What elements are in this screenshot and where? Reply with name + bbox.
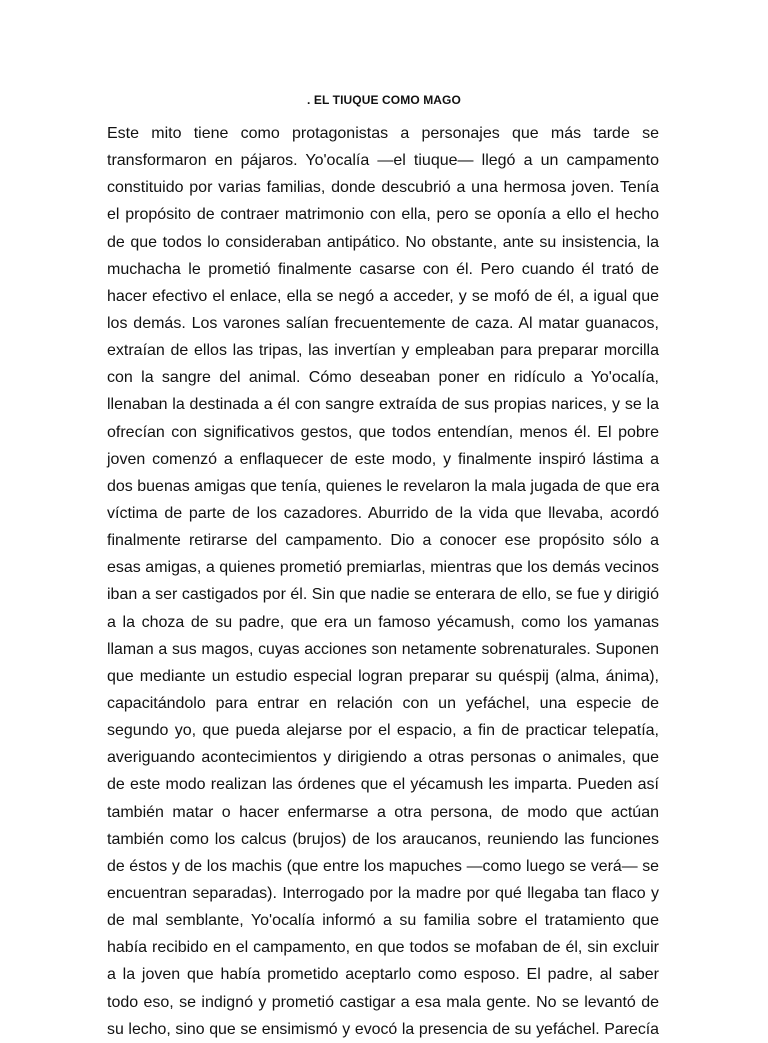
text-line: su lecho, sino que se ensimismó y evocó la presencia de su yefáchel. Parecía: [107, 1020, 659, 1038]
text-line: también como los calcus (brujos) de los araucanos, reuniendo las funciones: [107, 830, 659, 848]
text-line: finalmente retirarse del campamento. Dio a conocer ese propósito sólo a: [107, 532, 659, 550]
text-line: había recibido en el campamento, en que todos se mofaban de él, sin excluir: [107, 939, 659, 957]
text-line: de éstos y de los machis (que entre los mapuches —como luego se verá— se: [107, 857, 659, 875]
text-line: de este modo realizan las órdenes que el yécamush les imparta. Pueden así: [107, 776, 659, 794]
text-line: averiguando acontecimientos y dirigiendo a otras personas o animales, que: [107, 749, 659, 767]
text-line: de que todos lo consideraban antipático. No obstante, ante su insistencia, la: [107, 233, 659, 251]
text-line: segundo yo, que pueda alejarse por el espacio, a fin de practicar telepatía,: [107, 722, 659, 740]
document-title: . EL TIUQUE COMO MAGO: [307, 93, 461, 107]
text-line: capacitándolo para entrar en relación con un yefáchel, una especie de: [107, 694, 659, 712]
text-line: extraían de ellos las tripas, las invertían y empleaban para preparar morcilla: [107, 342, 659, 360]
text-line: hacer efectivo el enlace, ella se negó a acceder, y se mofó de él, a igual que: [107, 287, 659, 305]
text-line: de mal semblante, Yo'ocalía informó a su familia sobre el tratamiento que: [107, 912, 659, 930]
text-line: con la sangre del animal. Cómo deseaban poner en ridículo a Yo'ocalía,: [107, 369, 659, 387]
text-line: víctima de parte de los cazadores. Aburrido de la vida que llevaba, acordó: [107, 504, 659, 522]
text-line: a la choza de su padre, que era un famoso yécamush, como los yamanas: [107, 613, 659, 631]
text-line: joven comenzó a enflaquecer de este modo, y finalmente inspiró lástima a: [107, 450, 659, 468]
text-line: que mediante un estudio especial logran preparar su quéspij (alma, ánima),: [107, 667, 659, 685]
text-line: a la joven que había prometido aceptarlo como esposo. El padre, al saber: [107, 966, 659, 984]
text-line: todo eso, se indignó y prometió castigar a esa mala gente. No se levantó de: [107, 993, 659, 1011]
text-line: transformaron en pájaros. Yo'ocalía —el tiuque— llegó a un campamento: [107, 152, 659, 170]
text-line: encuentran separadas). Interrogado por la madre por qué llegaba tan flaco y: [107, 884, 659, 902]
text-line: constituido por varias familias, donde descubrió a una hermosa joven. Tenía: [107, 179, 659, 197]
document-body: [107, 120, 659, 1043]
text-line: el propósito de contraer matrimonio con ella, pero se oponía a ello el hecho: [107, 206, 659, 224]
text-line: esas amigas, a quienes prometió premiarlas, mientras que los demás vecinos: [107, 559, 659, 577]
text-line: llaman a sus magos, cuyas acciones son netamente sobrenaturales. Suponen: [107, 640, 659, 658]
text-line: Este mito tiene como protagonistas a personajes que más tarde se: [107, 125, 659, 142]
text-line: los demás. Los varones salían frecuentemente de caza. Al matar guanacos,: [107, 314, 659, 332]
text-line: llenaban la destinada a él con sangre extraída de sus propias narices, y se la: [107, 396, 659, 414]
text-line: ofrecían con significativos gestos, que todos entendían, menos él. El pobre: [107, 423, 659, 441]
text-line: muchacha le prometió finalmente casarse con él. Pero cuando él trató de: [107, 260, 659, 278]
text-line: iban a ser castigados por él. Sin que nadie se enterara de ello, se fue y dirigió: [107, 586, 659, 604]
text-line: también matar o hacer enfermarse a otra persona, de modo que actúan: [107, 803, 659, 821]
text-line: dos buenas amigas que tenía, quienes le revelaron la mala jugada de que era: [107, 477, 660, 495]
